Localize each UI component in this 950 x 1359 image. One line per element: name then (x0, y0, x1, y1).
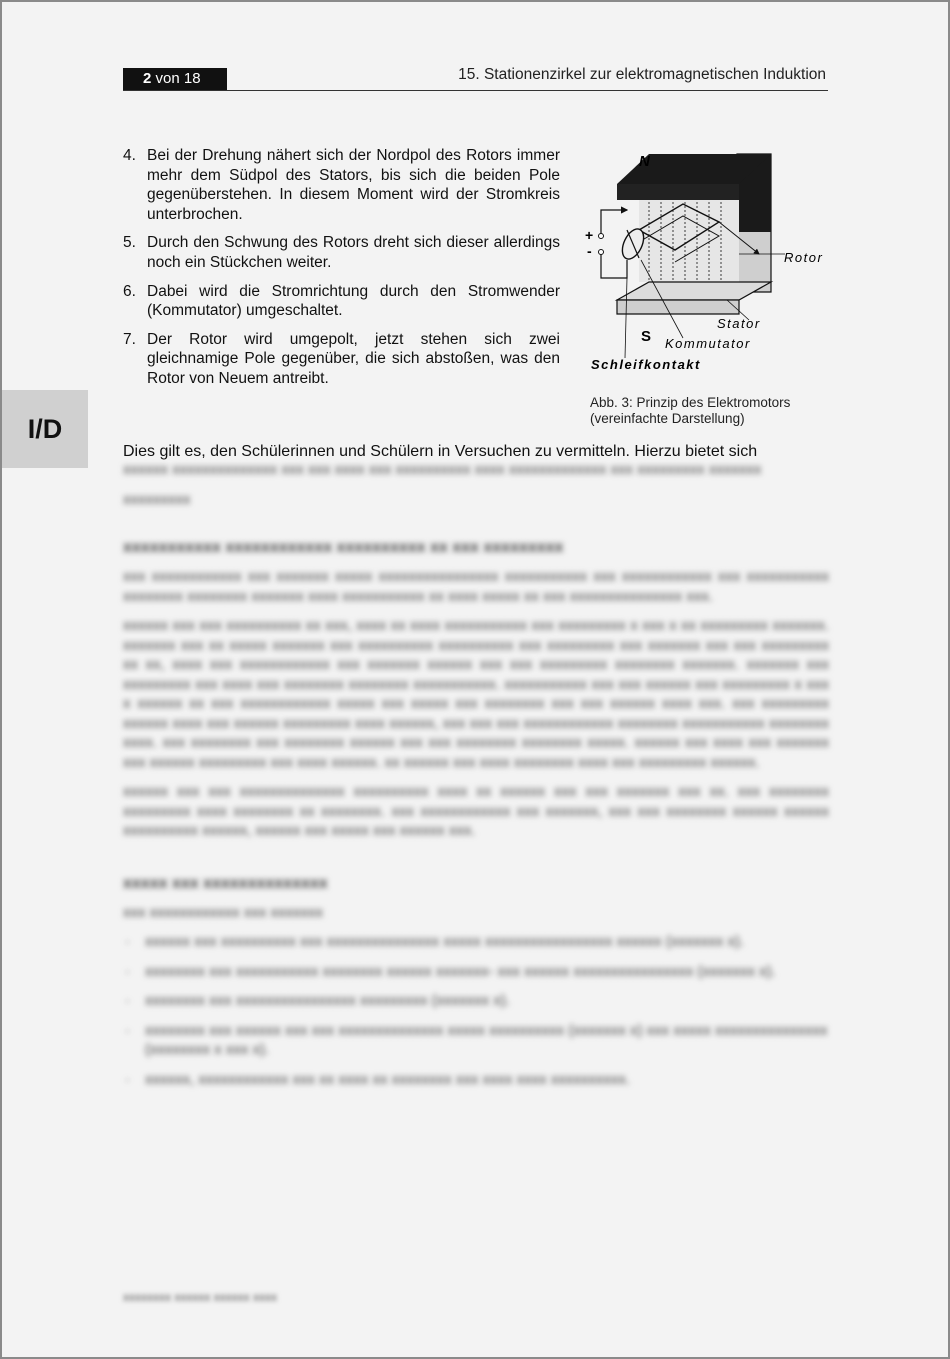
north-pole-label: N (639, 153, 650, 170)
rotor-label: Rotor (784, 250, 824, 265)
list-item (123, 146, 560, 224)
page-total: von 18 (155, 70, 201, 87)
step-text: Der Rotor wird umgepolt, jetzt stehen sich zwei gleichnamige Pole gegenüber, die sich abstoßen, was den Rotor von Neuem antreibt. (147, 330, 560, 387)
schleifkontakt-label: Schleifkontakt (591, 357, 701, 372)
south-pole-label: S (641, 328, 652, 345)
figure-caption (590, 395, 830, 427)
page-number: 2 (143, 70, 152, 87)
step-text: Durch den Schwung des Rotors dreht sich dieser allerdings noch ein Stückchen weiter. (147, 234, 560, 271)
step-number: 5. (123, 234, 136, 252)
stator-label: Stator (717, 316, 761, 331)
body-paragraph: Dies gilt es, den Schülerinnen und Schülern in Versuchen zu vermitteln. Hierzu bietet sich (123, 443, 758, 460)
page-number-badge (123, 68, 227, 90)
caption-line: Abb. 3: Prinzip des Elektromotors (590, 395, 791, 410)
plus-terminal-label: + (585, 227, 594, 243)
document-page (2, 2, 948, 1357)
electric-motor-diagram (579, 142, 829, 382)
list-item (123, 233, 560, 272)
step-number: 7. (123, 330, 136, 348)
step-text: Bei der Drehung nähert sich der Nordpol des Rotors immer mehr dem Südpol des Stators, bis sich die beiden Pole gegenüberstehen. In diesem Moment wird der Stromkreis unterbrochen. (147, 147, 560, 223)
header-rule (123, 90, 828, 91)
list-item (123, 282, 560, 321)
step-list (123, 146, 560, 398)
kommutator-label: Kommutator (665, 336, 751, 351)
blurred-content: ​xxxxxx xxxxxxxxxxxxxx xxx xxx xxxx xxx xxxxxxxxxx xxxx xxxxxxxxxxxxx xxx xxxxxxxxx xxxxxxx xxxxxxxxx xxxxxxxxxxx xxxxxxxxxxxx xxxxxxxxxx xx xxx xxxxxxxxx xxx xxxxxxxxxxxx xxx xxxxxxx xxxxx xxxxxxxxxxxxxxxx xxxxxxxxxxx xxx xxxxxxxxxxxx xxx xxxxxxxxxxx xxxxxxxx xxxxxxxx xxxxxxx xxxx xxxxxxxxxxx xx xxxx xxxxx xx xxx xxxxxxxxxxxxxxx xxx. xxxxxx xxx xxx xxxxxxxxxx xx xxx, xxxx xx xxxx xxxxxxxxxxx xxx xxxxxxxxx x xxx x xx xxxxxxxxx xxxxxxx. xxxxxxx xxx xx xxxxx xxxxxxx xxx xxxxxxxxxx xxxxxxxxxx xxx xxxxxxxxx xxx xxxxxxx xxx xxx xxxxxxxxx xx xx, xxxx xxx xxxxxxxxxxxx xxx xxxxxxx xxxxxx xxx xxx xxxxxxxxx xxxxxxxx xxxxxxx. xxxxxxx xxx xxxxxxxxx xxx xxxx xxx xxxxxxxx xxxxxxxx xxxxxxxxxxx. xxxxxxxxxxx xxx xxx xxxxxx xxx xxxxxxxxx x xxx x xxxxxx xx xxx xxxxxxxxxxxx xxxxx xxx xxxxx xxx xxxxxxxx xxx xxx xxxxxx xxxx xxx. xxx xxxxxxxxx xxxxxx xxxx xxx xxxxxx xxxxxxxxx xxxx xxxxxx, xxx xxx xxx xxxxxxxxxxxx xxxxxxxx xxxxxxxxxxx xxxxxxxx xxxx. xxx xxxxxxxx xxx xxxxxxxx xxxxxx xxx xxx xxxxxxxx xxxxxxxx xxxxx. xxxxxx xxx xxxx xxx xxxxxxx xxx xxxxxx xxxxxxxxx xxx xxxx xxxxxx. xx xxxxxx xxx xxxx xxxxxxxx xxxx xxx xxxxxxxxx xxxxxx. xxxxxx xxx xxx xxxxxxxxxxxxxx xxxxxxxxxx xxxx xx xxxxxx xxx xxx xxxxxxx xxx xx. xxx xxxxxxxx xxxxxxxxx xxxx xxxxxxxx xx xxxxxxxx. xxx xxxxxxxxxxxx xxx xxxxxxx, xxx xxx xxxxxxxx xxxxxx xxxxxx xxxxxxxxxx xxxxxx, xxxxxx xxx xxxxx xxx xxxxxx xxx. xxxxx xxx xxxxxxxxxxxxxx xxx xxxxxxxxxxxx xxx xxxxxxx · xxxxxx xxx xxxxxxxxxx xxx xxxxxxxxxxxxxxx xxxxx xxxxxxxxxxxxxxxxx xxxxxx (xxxxxxx x). · xxxxxxxx xxx xxxxxxxxxxx xxxxxxxx xxxxxx xxxxxxx- xxx xxxxxx xxxxxxxxxxxxxxxx (xxxxxxx x). · xxxxxxxx xxx xxxxxxxxxxxxxxxx xxxxxxxxx (xxxxxxx x). · xxxxxxxx xxx xxxxxx xxx xxx xxxxxxxxxxxxxx xxxxx xxxxxxxxxx (xxxxxxx x) xxx xxxxx xxxxxxxxxxxxxxx (xxxxxxxx x xxx x). · xxxxxx, xxxxxxxxxxxx xxx xx xxxx xx xxxxxxxx xxx xxxx xxxx xxxxxxxxxx. (123, 460, 829, 1099)
step-text: Dabei wird die Stromrichtung durch den Stromwender (Kommutator) umgeschaltet. (147, 282, 560, 320)
list-item (123, 330, 560, 389)
step-number: 6. (123, 282, 136, 300)
section-tab: I/D (2, 390, 88, 468)
footer-blurred: xxxxxxxx xxxxxx xxxxxx xxxx (123, 1290, 278, 1304)
south-pole-arm-front (617, 300, 739, 314)
caption-line: (vereinfachte Darstellung) (590, 411, 745, 426)
circuit-wire-top (601, 210, 627, 236)
step-number: 4. (123, 147, 136, 164)
running-header-title: 15. Stationenzirkel zur elektromagnetischen Induktion (458, 66, 826, 83)
south-pole-arm-top (617, 282, 771, 300)
minus-terminal-label: - (587, 243, 592, 259)
north-pole-arm-front (617, 184, 739, 200)
